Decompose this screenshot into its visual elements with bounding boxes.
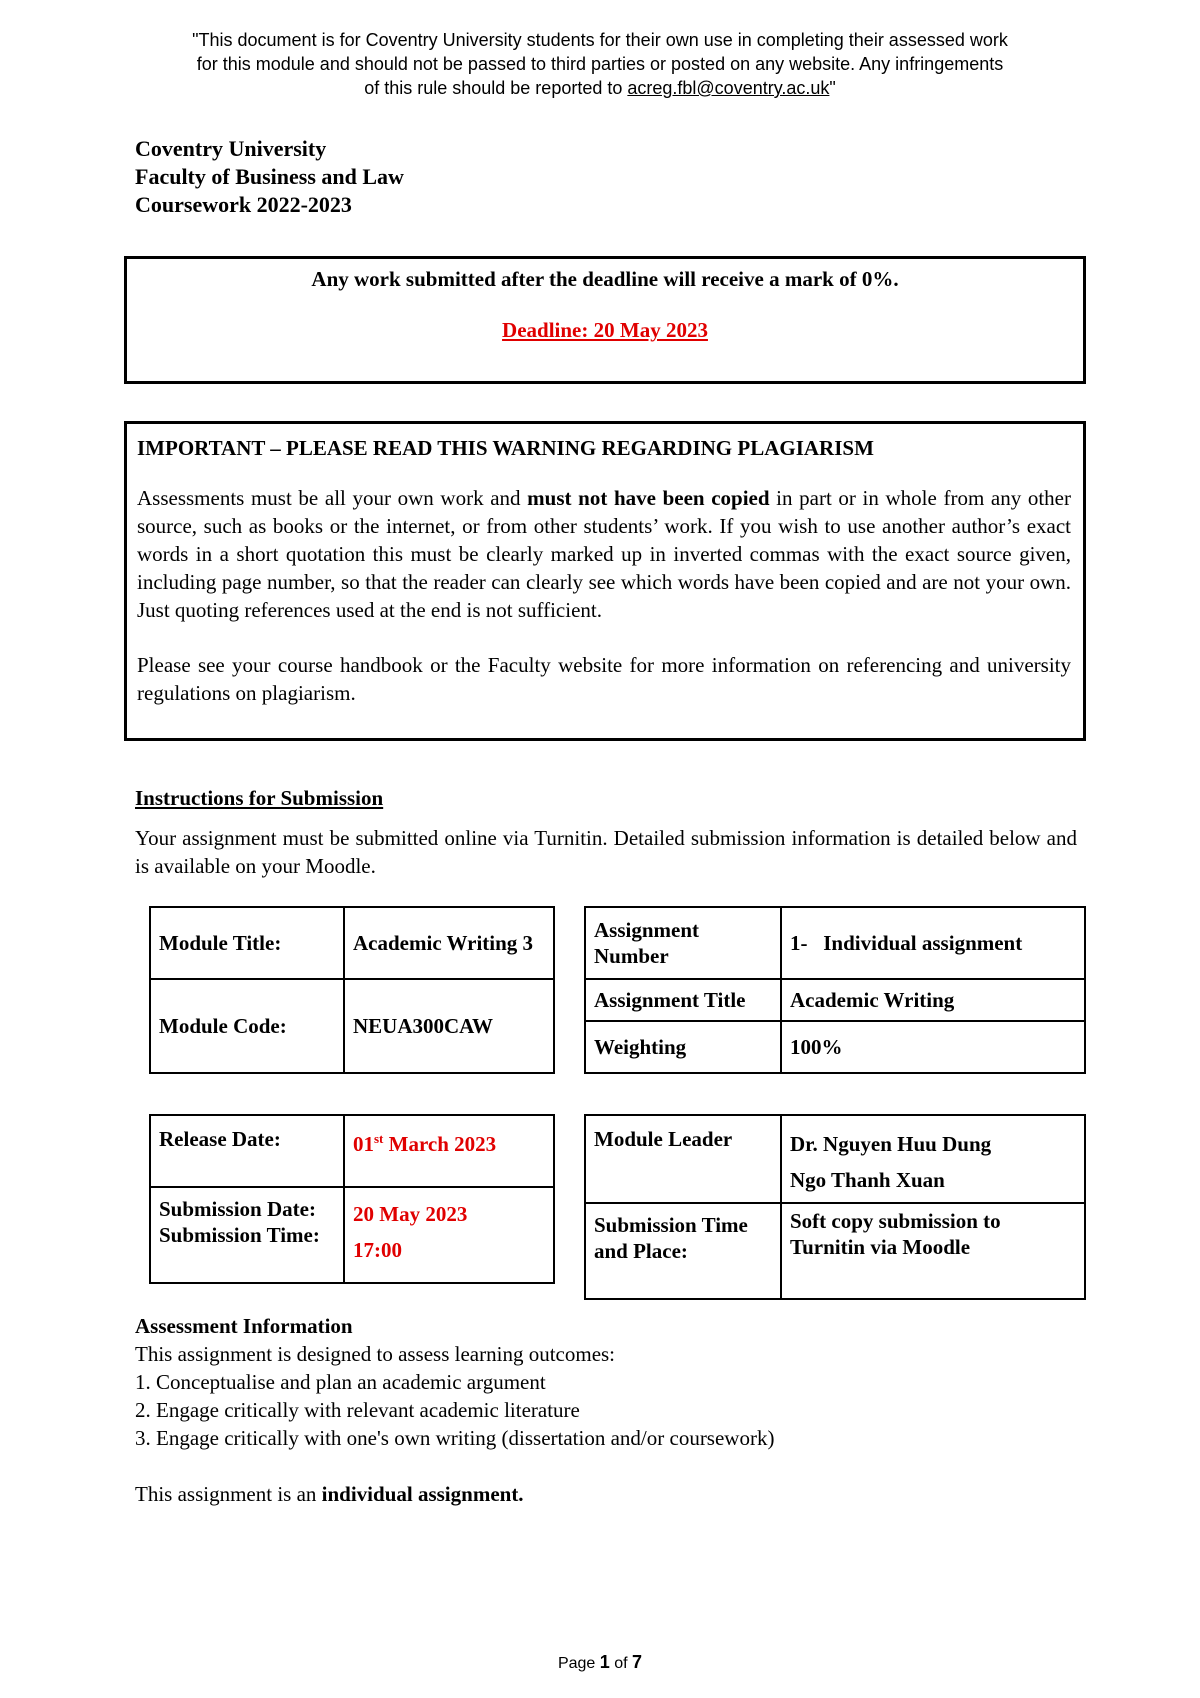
release-date-label: Release Date: — [150, 1115, 344, 1187]
weighting-label: Weighting — [585, 1021, 781, 1073]
release-date-value: 01st March 2023 — [344, 1115, 554, 1187]
deadline-box — [124, 256, 1086, 384]
assessment-intro: This assignment is designed to assess learning outcomes: — [135, 1342, 616, 1366]
copyright-notice — [120, 28, 1080, 100]
notice-line-1: "This document is for Coventry University students for their own use in completing their assessed work — [192, 30, 1008, 50]
assessment-title: Assessment Information — [135, 1314, 353, 1338]
assignment-title-value: Academic Writing — [781, 979, 1085, 1021]
learning-outcome: 3. Engage critically with one's own writing (dissertation and/or coursework) — [135, 1426, 775, 1450]
report-email-link[interactable]: acreg.fbl@coventry.ac.uk — [627, 78, 830, 98]
late-work-warning: Any work submitted after the deadline will receive a mark of 0%. — [311, 267, 899, 291]
dates-table — [149, 1114, 555, 1284]
plagiarism-paragraph-1: Assessments must be all your own work and must not have been copied in part or in whole from any other source, such as books or the internet, or from other students’ work. If you wish to use another author’s exact words in a short quotation this must be clearly marked up in inverted commas with the exact source given, including page number, so that the reader can clearly see which words have been copied and are not your own. Just quoting references used at the end is not sufficient. — [137, 486, 1071, 622]
assignment-number-label: Assignment Number — [585, 907, 781, 979]
assessment-information — [135, 1312, 774, 1508]
deadline-date: Deadline: 20 May 2023 — [502, 318, 708, 342]
module-code-value: NEUA300CAW — [344, 979, 554, 1073]
plagiarism-paragraph-2: Please see your course handbook or the Faculty website for more information on referencing and university regulations on plagiarism. — [137, 653, 1071, 705]
assignment-number-value: 1- Individual assignment — [781, 907, 1085, 979]
module-title-value: Academic Writing 3 — [344, 907, 554, 979]
module-code-label: Module Code: — [150, 979, 344, 1073]
university-name: Coventry University — [135, 136, 327, 161]
submission-date-label: Submission Date: Submission Time: — [150, 1187, 344, 1283]
assignment-type: This assignment is an individual assignment. — [135, 1482, 524, 1506]
coursework-year: Coursework 2022-2023 — [135, 192, 352, 217]
faculty-name: Faculty of Business and Law — [135, 164, 404, 189]
notice-line-3: of this rule should be reported to acreg.fbl@coventry.ac.uk" — [364, 78, 836, 98]
plagiarism-warning-box — [124, 421, 1086, 741]
submission-place-value: Soft copy submission to Turnitin via Moodle — [781, 1203, 1085, 1299]
module-leader-table — [584, 1114, 1086, 1300]
page-footer: Page 1 of 7 — [557, 1652, 643, 1672]
module-leader-label: Module Leader — [585, 1115, 781, 1203]
module-title-label: Module Title: — [150, 907, 344, 979]
weighting-value: 100% — [781, 1021, 1085, 1073]
plagiarism-title: IMPORTANT – PLEASE READ THIS WARNING REGARDING PLAGIARISM — [137, 436, 874, 460]
assignment-title-label: Assignment Title — [585, 979, 781, 1021]
instructions-text: Your assignment must be submitted online via Turnitin. Detailed submission information is detailed below and is available on your Moodle. — [135, 826, 1077, 878]
assignment-table — [584, 906, 1086, 1074]
module-table — [149, 906, 555, 1074]
module-leader-value: Dr. Nguyen Huu Dung Ngo Thanh Xuan — [781, 1115, 1085, 1203]
page-total: 7 — [632, 1652, 643, 1672]
learning-outcome: 1. Conceptualise and plan an academic argument — [135, 1370, 546, 1394]
submission-place-label: Submission Time and Place: — [585, 1203, 781, 1299]
instructions-title: Instructions for Submission — [135, 786, 384, 810]
document-header — [135, 135, 404, 219]
page-number: 1 — [599, 1652, 610, 1672]
learning-outcome: 2. Engage critically with relevant academic literature — [135, 1398, 580, 1422]
submission-date-value: 20 May 2023 17:00 — [344, 1187, 554, 1283]
notice-line-2: for this module and should not be passed to third parties or posted on any website. Any infringements — [196, 54, 1004, 74]
